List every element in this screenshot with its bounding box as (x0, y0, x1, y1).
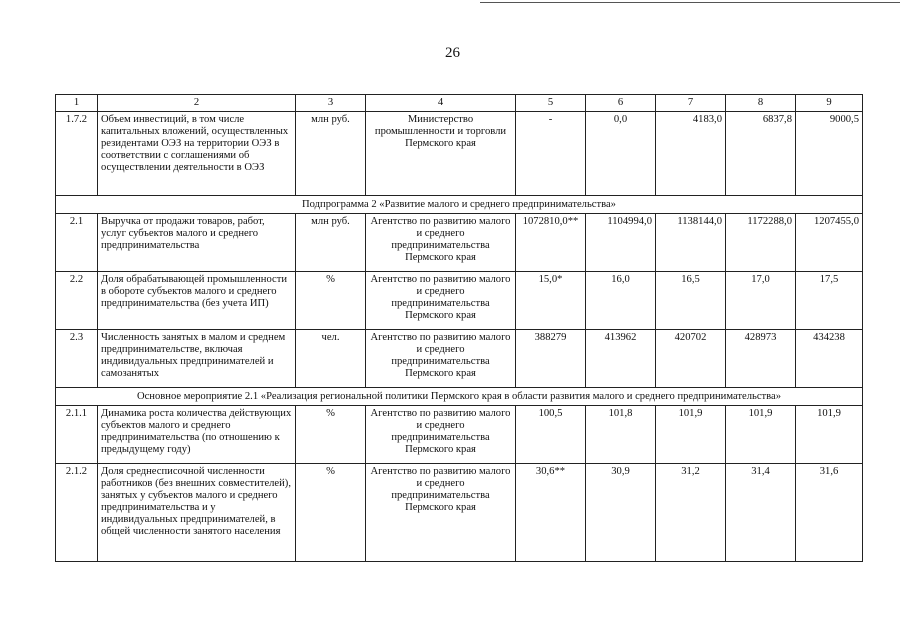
value-cell: 17,5 (796, 272, 863, 330)
column-header: 1 (56, 95, 98, 112)
value-cell: 434238 (796, 330, 863, 388)
agency-cell: Агентство по развитию малого и среднего предпринимательства Пермского края (366, 330, 516, 388)
column-header: 4 (366, 95, 516, 112)
value-cell: - (516, 112, 586, 196)
indicator-name: Динамика роста количества действующих субъектов малого и среднего предпринимательства (по отношению к предыдущему году) (98, 406, 296, 464)
value-cell: 17,0 (726, 272, 796, 330)
agency-cell: Агентство по развитию малого и среднего предпринимательства Пермского края (366, 214, 516, 272)
row-number: 2.1 (56, 214, 98, 272)
value-cell: 31,4 (726, 464, 796, 562)
agency-cell: Агентство по развитию малого и среднего предпринимательства Пермского края (366, 406, 516, 464)
column-header: 8 (726, 95, 796, 112)
indicator-name: Численность занятых в малом и среднем предпринимательстве, включая индивидуальных предпринимателей и самозанятых (98, 330, 296, 388)
value-cell: 31,2 (656, 464, 726, 562)
value-cell: 6837,8 (726, 112, 796, 196)
row-number: 2.1.2 (56, 464, 98, 562)
table-header-row (56, 95, 863, 112)
row-number: 2.3 (56, 330, 98, 388)
column-header: 7 (656, 95, 726, 112)
value-cell: 101,8 (586, 406, 656, 464)
top-rule (480, 2, 900, 3)
table-row-2-2 (56, 272, 863, 330)
column-header: 9 (796, 95, 863, 112)
value-cell: 31,6 (796, 464, 863, 562)
row-number: 2.2 (56, 272, 98, 330)
table-row-2-1-1 (56, 406, 863, 464)
agency-cell: Министерство промышленности и торговли Пермского края (366, 112, 516, 196)
value-cell: 413962 (586, 330, 656, 388)
row-number: 1.7.2 (56, 112, 98, 196)
value-cell: 9000,5 (796, 112, 863, 196)
unit-cell: % (296, 464, 366, 562)
value-cell: 30,9 (586, 464, 656, 562)
value-cell: 1072810,0** (516, 214, 586, 272)
value-cell: 16,5 (656, 272, 726, 330)
section-title: Основное мероприятие 2.1 «Реализация региональной политики Пермского края в области развития малого и среднего предпринимательства» (56, 388, 863, 406)
table-row-2-1 (56, 214, 863, 272)
table-row-2-3 (56, 330, 863, 388)
value-cell: 101,9 (796, 406, 863, 464)
indicators-table (55, 94, 863, 562)
agency-cell: Агентство по развитию малого и среднего предпринимательства Пермского края (366, 464, 516, 562)
value-cell: 15,0* (516, 272, 586, 330)
value-cell: 16,0 (586, 272, 656, 330)
table-row-2-1-2 (56, 464, 863, 562)
value-cell: 101,9 (656, 406, 726, 464)
value-cell: 428973 (726, 330, 796, 388)
value-cell: 1172288,0 (726, 214, 796, 272)
value-cell: 4183,0 (656, 112, 726, 196)
value-cell: 420702 (656, 330, 726, 388)
column-header: 3 (296, 95, 366, 112)
column-header: 2 (98, 95, 296, 112)
unit-cell: % (296, 406, 366, 464)
section-title: Подпрограмма 2 «Развитие малого и среднего предпринимательства» (56, 196, 863, 214)
value-cell: 1104994,0 (586, 214, 656, 272)
indicator-name: Доля обрабатывающей промышленности в обороте субъектов малого и среднего предпринимательства (без учета ИП) (98, 272, 296, 330)
value-cell: 388279 (516, 330, 586, 388)
column-header: 6 (586, 95, 656, 112)
page-number: 26 (445, 45, 460, 61)
indicator-name: Доля среднесписочной численности работников (без внешних совместителей), занятых у субъектов малого и среднего предпринимательства и у индивидуальных предпринимателей, в общей численности занятого населения (98, 464, 296, 562)
value-cell: 30,6** (516, 464, 586, 562)
section-row-subprogram-2 (56, 196, 863, 214)
value-cell: 101,9 (726, 406, 796, 464)
row-number: 2.1.1 (56, 406, 98, 464)
value-cell: 0,0 (586, 112, 656, 196)
value-cell: 1138144,0 (656, 214, 726, 272)
column-header: 5 (516, 95, 586, 112)
unit-cell: млн руб. (296, 214, 366, 272)
unit-cell: % (296, 272, 366, 330)
unit-cell: чел. (296, 330, 366, 388)
indicator-name: Выручка от продажи товаров, работ, услуг субъектов малого и среднего предпринимательства (98, 214, 296, 272)
section-row-measure-2-1 (56, 388, 863, 406)
indicator-name: Объем инвестиций, в том числе капитальных вложений, осуществленных резидентами ОЭЗ на территории ОЭЗ в соответствии с соглашениями об осуществлении деятельности в ОЭЗ (98, 112, 296, 196)
table-row-1-7-2 (56, 112, 863, 196)
agency-cell: Агентство по развитию малого и среднего предпринимательства Пермского края (366, 272, 516, 330)
value-cell: 1207455,0 (796, 214, 863, 272)
value-cell: 100,5 (516, 406, 586, 464)
unit-cell: млн руб. (296, 112, 366, 196)
